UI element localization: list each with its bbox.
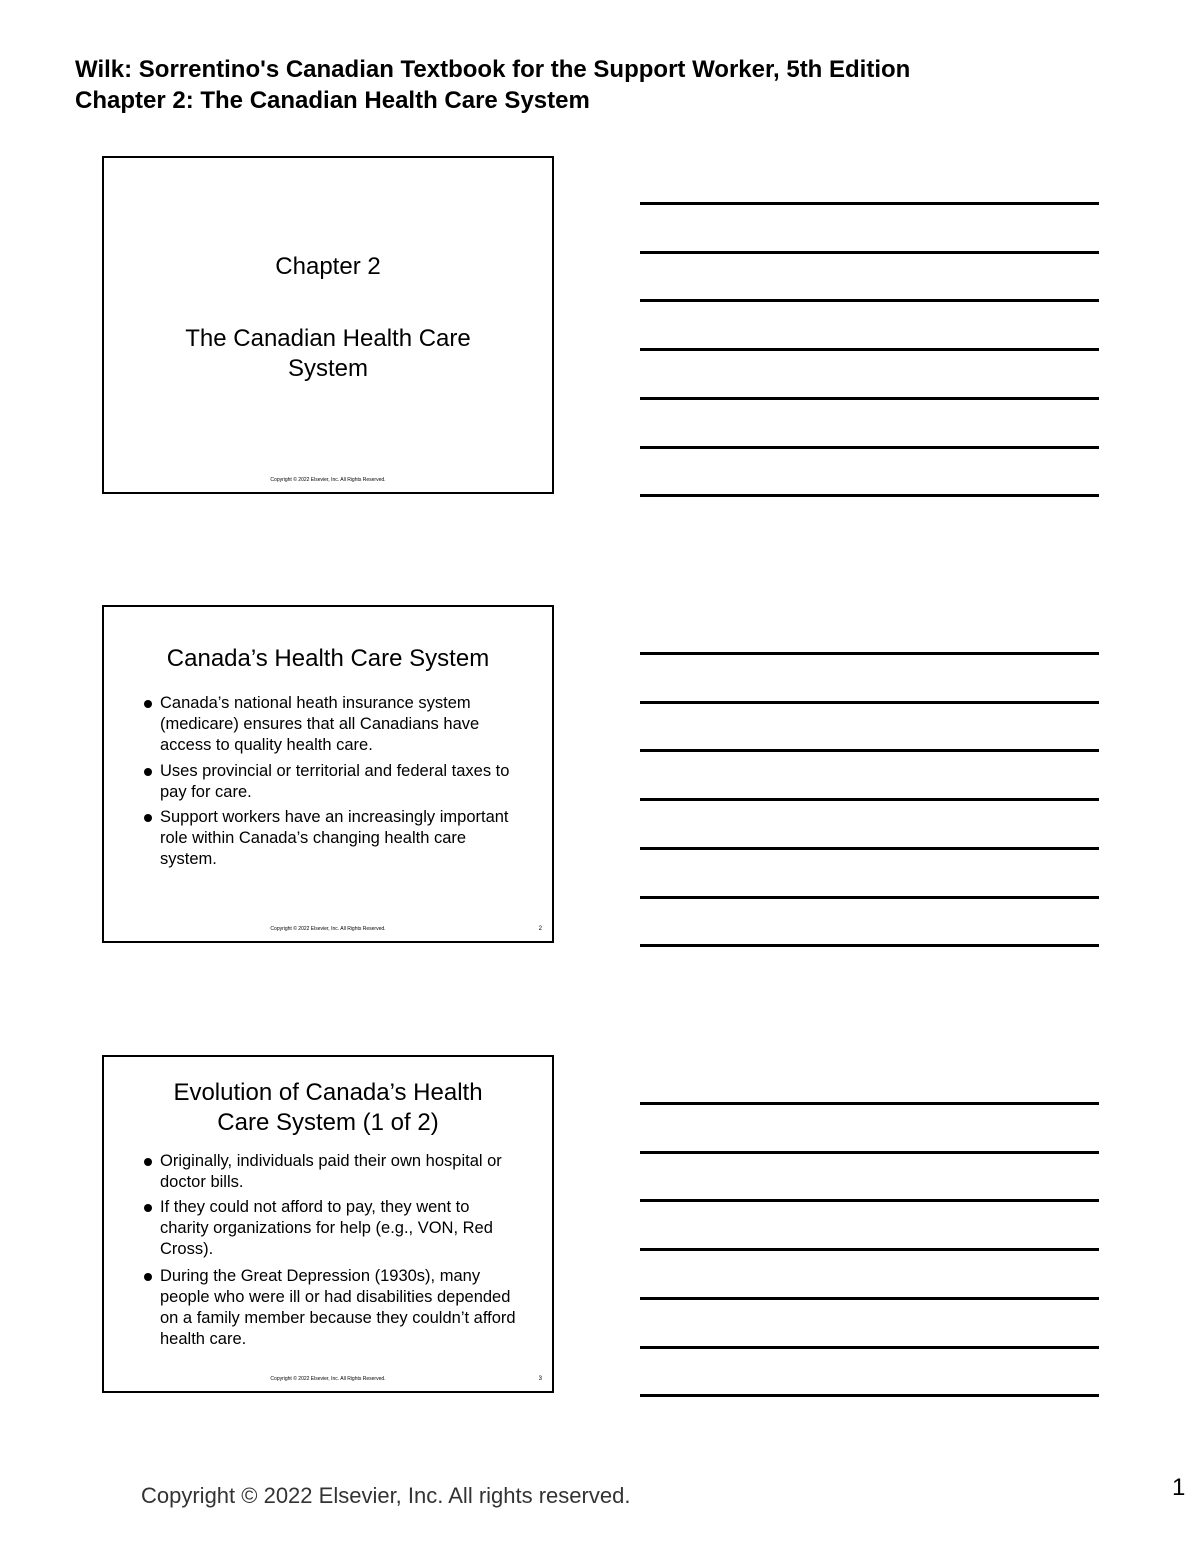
slide-copyright: Copyright © 2022 Elsevier, Inc. All Rights Reserved. [270,477,386,483]
header-chapter-title: Chapter 2: The Canadian Health Care System [75,87,590,114]
slide-title: Canada’s Health Care System [166,645,490,672]
note-line [640,1151,1099,1154]
note-line [640,847,1099,850]
bullet-item: Canada’s national heath insurance system (medicare) ensures that all Canadians have access to quality health care. [140,693,522,756]
slide-title-line2: System [287,355,368,382]
bullet-item: Uses provincial or territorial and federal taxes to pay for care. [140,761,522,803]
note-line [640,652,1099,655]
slide-title-line1: Evolution of Canada’s Health [173,1079,483,1106]
note-line [640,798,1099,801]
header-book-title: Wilk: Sorrentino's Canadian Textbook for the Support Worker, 5th Edition [75,56,911,83]
note-line [640,494,1099,497]
note-line [640,251,1099,254]
page-number: 1 [1172,1474,1186,1501]
note-line [640,749,1099,752]
slide-number: 2 [538,926,542,932]
bullet-item: Originally, individuals paid their own hospital or doctor bills. [140,1151,522,1193]
bullet-item: If they could not afford to pay, they went to charity organizations for help (e.g., VON, Red Cross). [140,1197,522,1260]
slide-title-line1: The Canadian Health Care [185,325,471,352]
slide-number: 3 [538,1376,542,1382]
note-line [640,944,1099,947]
note-line [640,1346,1099,1349]
note-line [640,896,1099,899]
note-line [640,1394,1099,1397]
note-line [640,446,1099,449]
note-line [640,202,1099,205]
document-header [75,54,910,116]
slide-title-line2: Care System (1 of 2) [217,1109,439,1136]
slide-3 [102,1055,554,1393]
note-line [640,397,1099,400]
footer-copyright: Copyright © 2022 Elsevier, Inc. All rights reserved. [141,1483,631,1508]
note-line [640,1102,1099,1105]
note-line [640,701,1099,704]
slide-copyright: Copyright © 2022 Elsevier, Inc. All Rights Reserved. [270,926,386,932]
slide-1 [102,156,554,494]
note-line [640,1199,1099,1202]
note-line [640,1248,1099,1251]
bullet-item: During the Great Depression (1930s), many people who were ill or had disabilities depended on a family member because they couldn’t afford health care. [140,1266,522,1350]
note-line [640,299,1099,302]
slide-2 [102,605,554,943]
slide-chapter-label: Chapter 2 [275,253,381,280]
note-line [640,1297,1099,1300]
slide-copyright: Copyright © 2022 Elsevier, Inc. All Rights Reserved. [270,1376,386,1382]
note-line [640,348,1099,351]
bullet-item: Support workers have an increasingly important role within Canada’s changing health care system. [140,807,522,870]
